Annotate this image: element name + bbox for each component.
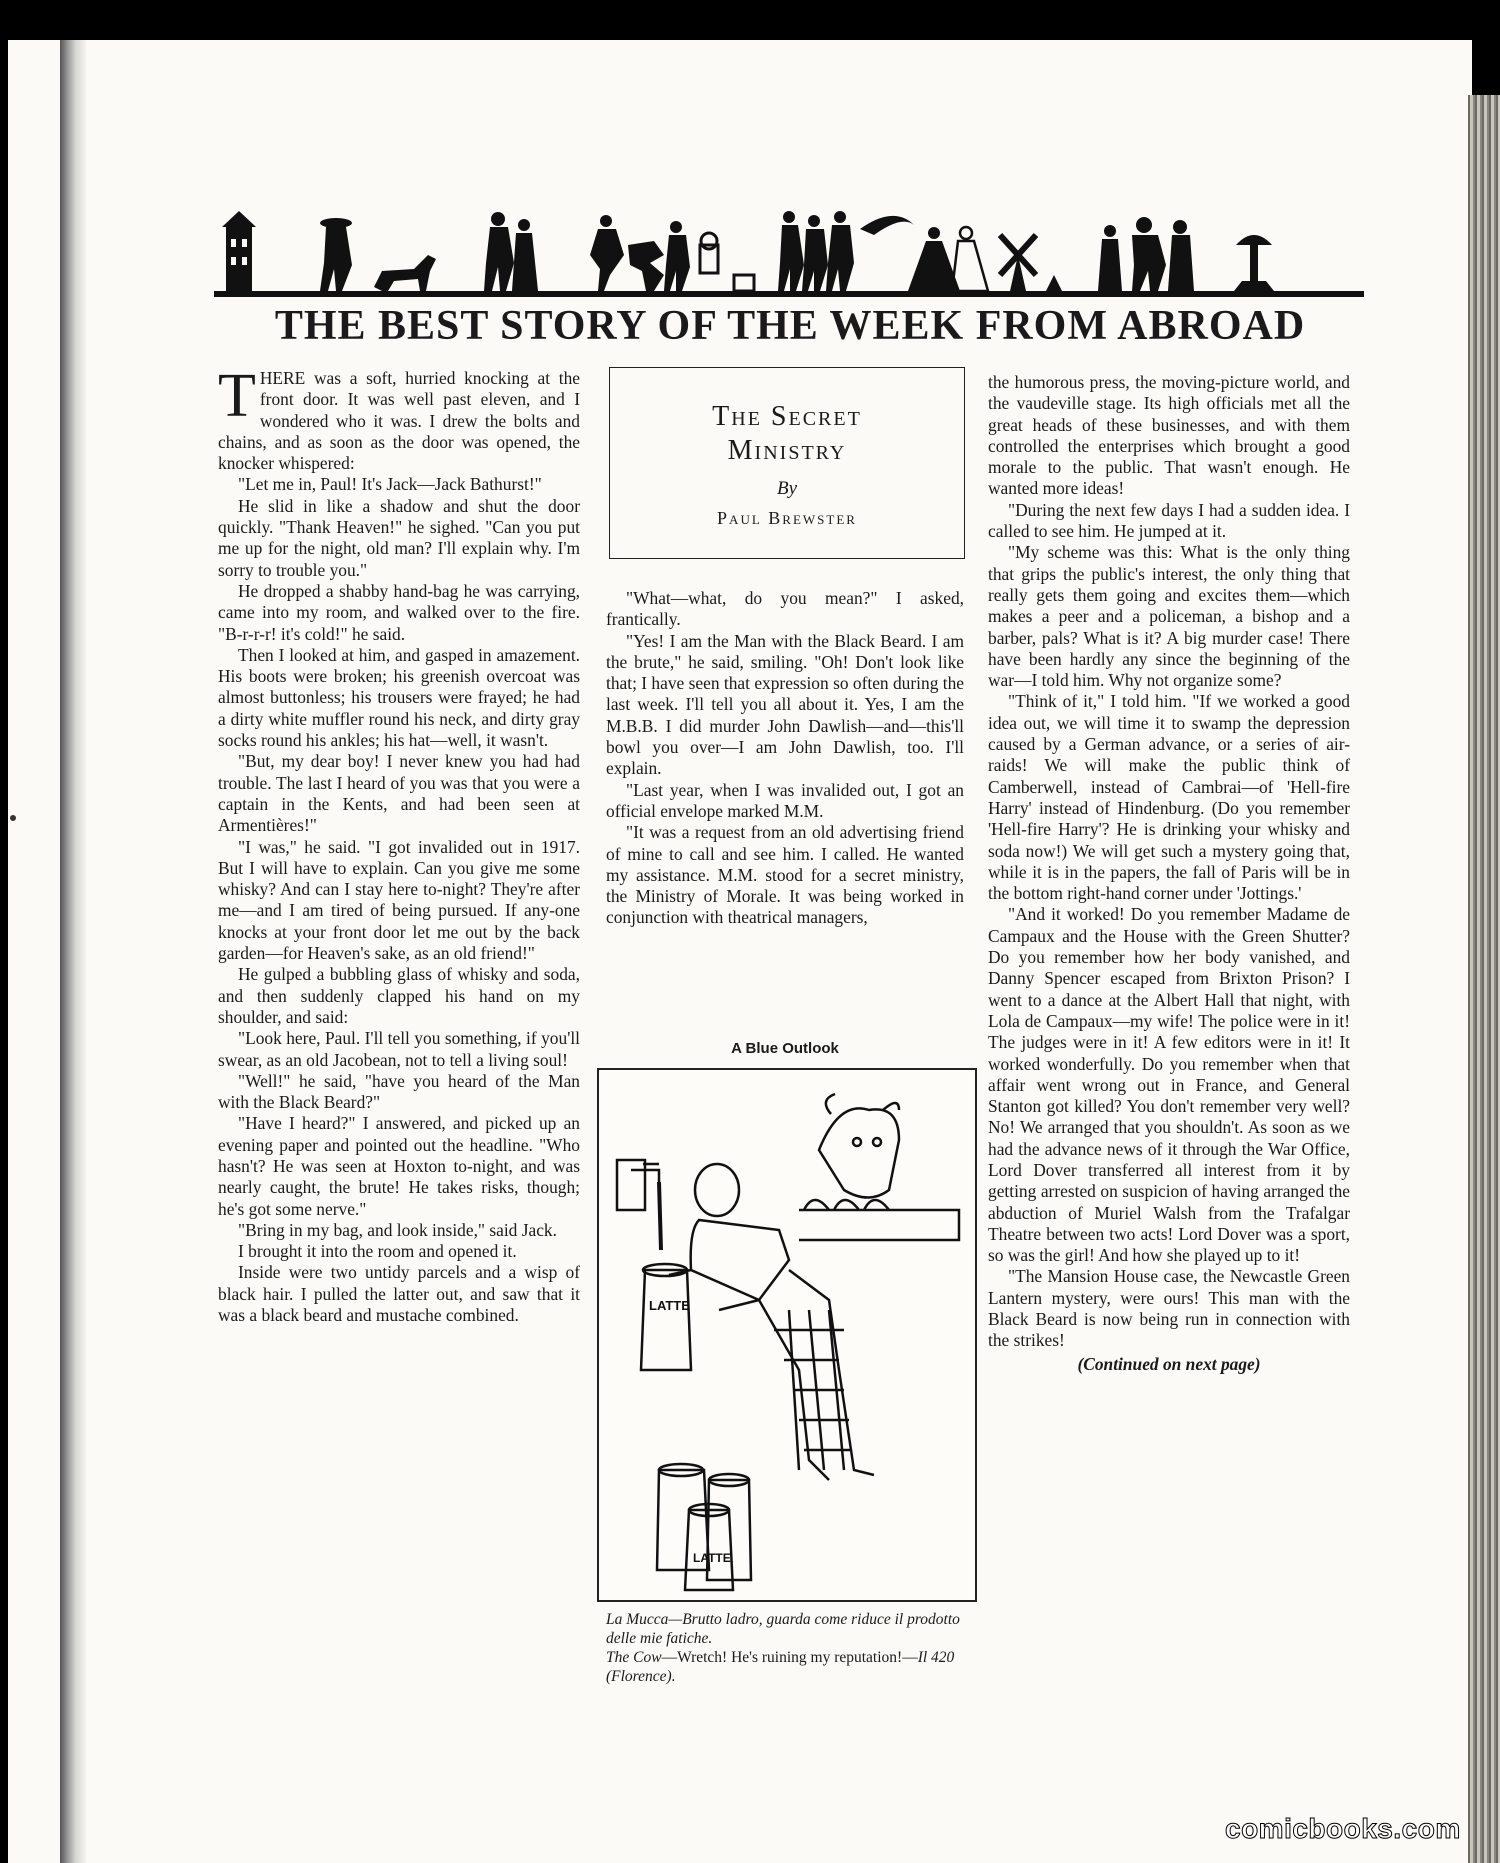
paragraph: "During the next few days I had a sudden idea. I called to see him. He jumped at it. <box>988 499 1350 542</box>
paragraph: "Look here, Paul. I'll tell you something, if you'll swear, as an old Jacobean, not to tell a living soul! <box>218 1028 580 1070</box>
cartoon-title: A Blue Outlook <box>731 1040 839 1057</box>
article-column-1 <box>218 362 580 1326</box>
paragraph: "Let me in, Paul! It's Jack—Jack Bathurst!" <box>238 474 542 495</box>
cartoon-illustration <box>597 1068 977 1602</box>
story-title-line-2: Ministry <box>727 435 847 466</box>
paragraph: Then I looked at him, and gasped in amazement. His boots were broken; his greenish overcoat was almost buttonless; his trousers were frayed; he had a dirty white muffler round his neck, and dirty gray socks round his ankles; his hat—well, it wasn't. <box>218 644 580 751</box>
article-column-3 <box>988 372 1350 1375</box>
paragraph: "But, my dear boy! I never knew you had had trouble. The last I heard of you was that you were a captain in the Kents, and had been seen at Armentières!" <box>218 751 580 836</box>
paragraph: He gulped a bubbling glass of whisky and soda, and then suddenly clapped his hand on my shoulder, and said: <box>218 964 580 1027</box>
drop-cap: T <box>218 362 256 430</box>
page-headline: THE BEST STORY OF THE WEEK FROM ABROAD <box>274 303 1306 349</box>
paragraph: Inside were two untidy parcels and a wisp of black hair. I pulled the latter out, and saw that it was a black beard and mustache combined. <box>218 1262 580 1326</box>
story-title-line-1: The Secret <box>712 401 862 432</box>
paragraph: "What—what, do you mean?" I asked, frantically. <box>606 588 964 630</box>
paragraph: "Yes! I am the Man with the Black Beard. I am the brute," he said, smiling. "Oh! Don't look like that; I have seen that expression so often during the last week. I'll tell you all about it. Yes, I am the M.B.B. I did murder John Dawlish—and—this'll bowl you over—I am John Dawlish, too. I'll explain. <box>606 630 964 779</box>
opening-paragraph: THERE was a soft, hurried knocking at the front door. It was well past eleven, and I wondered who it was. I drew the bolts and chains, and as soon as the door was opened, the knocker whispered: <box>218 362 580 474</box>
paragraph: He slid in like a shadow and shut the door quickly. "Thank Heaven!" he sighed. "Can you put me up for the night, old man? I'll explain why. I'm sorry to trouble you." <box>218 495 580 580</box>
paragraph: the humorous press, the moving-picture world, and the vaudeville stage. Its high officials met all the great heads of these businesses, and with them controlled the enterprises which brought a good morale to the public. That wasn't enough. He wanted more ideas! <box>988 372 1350 499</box>
paragraph: "Last year, when I was invalided out, I got an official envelope marked M.M. <box>606 779 964 821</box>
paragraph: "The Mansion House case, the Newcastle Green Lantern mystery, were ours! This man with the Black Beard is now being run in connection with the strikes! <box>988 1266 1350 1351</box>
margin-speck <box>10 815 16 821</box>
caption-italian: La Mucca—Brutto ladro, guarda come riduce il prodotto delle mie fatiche. <box>606 1611 960 1647</box>
caption-english: The Cow—Wretch! He's ruining my reputation!—Il 420 (Florence). <box>606 1649 955 1685</box>
paragraph: "Well!" he said, "have you heard of the Man with the Black Beard?" <box>218 1070 580 1113</box>
paragraph: "I was," he said. "I got invalided out in 1917. But I will have to explain. Can you give me some whisky? And can I stay here to-night? They're after me—and I am tired of being pursued. If any-one knocks at your front door let me out by the back garden—for Heaven's sake, as an old friend!" <box>218 836 580 964</box>
paragraph: "And it worked! Do you remember Madame de Campaux and the House with the Green Shutter? Do you remember how her body vanished, and Danny Spencer escaped from Brixton Prison? I went to a dance at the Albert Hall that night, with Lola de Campaux—my wife! The police were in it! The judges were in it! A few editors were in it! It worked wonderfully. Do you remember when that affair went wrong out in France, and General Stanton got killed? You don't remember very well? No! We arranged that you shouldn't. As soon as we had the advance news of it through the War Office, Lord Dover transferred all interest from it by getting arrested on suspicion of having arranged the abduction of Muriel Walsh from the Trafalgar Theatre between two acts! Lord Dover was a sport, so was the girl! And how she played up to it! <box>988 904 1350 1266</box>
cartoon-caption <box>606 1610 968 1686</box>
article-column-2 <box>606 588 964 929</box>
paragraph: "Have I heard?" I answered, and picked up an evening paper and pointed out the headline. "Who hasn't? He was seen at Hoxton to-night, and was nearly caught, the brute! He takes risks, though; he's got some nerve." <box>218 1113 580 1219</box>
silhouette-banner <box>214 205 1364 300</box>
milk-can-label: LATTE <box>649 1298 690 1313</box>
paragraph: "Think of it," I told him. "If we worked a good idea out, we will time it to swamp the depression caused by a German advance, or a series of air-raids! We will make the public think of Camberwell, instead of Cambrai—of 'Hell-fire Harry' instead of Hindenburg. (Do you remember 'Hell-fire Harry'? He is drinking your whisky and soda now!) We will get such a mystery going that, while it is in the papers, the fall of Paris will be in the bottom right-hand corner under 'Jottings.' <box>988 691 1350 904</box>
paragraph: "It was a request from an old advertising friend of mine to call and see him. I called. He wanted my assistance. M.M. stood for a secret ministry, the Ministry of Morale. It was being worked in conjunction with theatrical managers, <box>606 822 964 928</box>
page-edges <box>1468 95 1500 1863</box>
paragraph: "Bring in my bag, and look inside," said Jack. <box>238 1219 557 1240</box>
paragraph: He dropped a shabby hand-bag he was carrying, came into my room, and walked over to the fire. "B-r-r-r! it's cold!" he said. <box>218 580 580 644</box>
continued-note: (Continued on next page) <box>1077 1353 1261 1374</box>
paragraph: "My scheme was this: What is the only thing that grips the public's interest, the only thing that really gets them going and excites them—which makes a peer and a policeman, a bishop and a barber, pals? What is it? A big murder case! There have been hardly any since the beginning of the war—I told him. Why not organize some? <box>988 542 1350 691</box>
byline: By <box>776 478 798 499</box>
paragraph: I brought it into the room and opened it. <box>238 1241 517 1262</box>
milk-can-label: LATTE <box>693 1551 731 1565</box>
page-binding <box>60 40 86 1863</box>
site-watermark: comicbooks.com <box>1225 1813 1461 1844</box>
milkman-cow-drawing <box>599 1070 975 1600</box>
author-name: Paul Brewster <box>717 508 857 528</box>
story-title-box <box>609 367 965 559</box>
